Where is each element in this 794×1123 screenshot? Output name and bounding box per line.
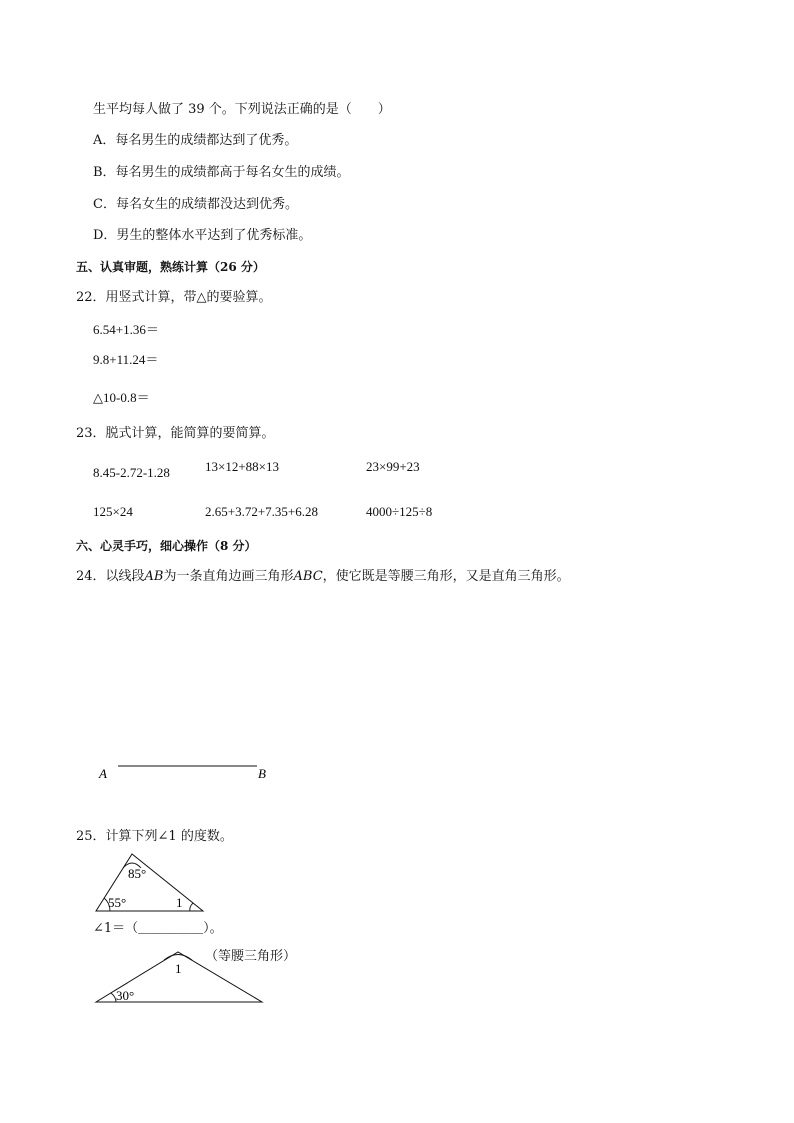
q23-item-3: 23×99+23 bbox=[366, 459, 420, 474]
q21-option-d: D．男生的整体水平达到了优秀标准。 bbox=[93, 228, 312, 243]
q22-item-1: 6.54+1.36＝ bbox=[93, 322, 159, 337]
triangle-2-note: （等腰三角形） bbox=[205, 949, 297, 964]
q23-title: 23．脱式计算，能简算的要简算。 bbox=[76, 426, 275, 441]
q23-item-4: 125×24 bbox=[93, 504, 133, 519]
triangle-1-angle-1-label: 1 bbox=[176, 895, 183, 910]
q23-item-5: 2.65+3.72+7.35+6.28 bbox=[205, 504, 318, 519]
q22-title: 22．用竖式计算，带△的要验算。 bbox=[76, 290, 272, 305]
point-b-label: B bbox=[258, 766, 266, 781]
q25-answer-line: ∠1＝（＿＿＿＿＿）。 bbox=[93, 921, 223, 936]
triangle-2-angle-1-label: 1 bbox=[175, 961, 182, 976]
segment-ab-figure bbox=[90, 755, 290, 785]
q22-item-2: 9.8+11.24＝ bbox=[93, 352, 159, 367]
q23-item-2: 13×12+88×13 bbox=[205, 459, 279, 474]
q25-title: 25．计算下列∠1 的度数。 bbox=[76, 829, 233, 844]
q21-option-a: A．每名男生的成绩都达到了优秀。 bbox=[93, 133, 298, 148]
section6-title: 六、心灵手巧，细心操作（8 分） bbox=[76, 539, 257, 553]
q23-item-6: 4000÷125÷8 bbox=[366, 504, 433, 519]
triangle-1-left-angle: 55° bbox=[108, 895, 127, 910]
q24-title: 24．以线段AB为一条直角边画三角形ABC，使它既是等腰三角形，又是直角三角形。 bbox=[76, 569, 570, 584]
q21-stem-tail: 生平均每人做了 39 个。下列说法正确的是（ ） bbox=[93, 102, 391, 117]
q22-item-3: △10-0.8＝ bbox=[93, 390, 150, 405]
triangle-2-left-angle: 30° bbox=[116, 988, 135, 1003]
triangle-1-figure bbox=[90, 848, 215, 916]
point-a-label: A bbox=[99, 766, 107, 781]
q21-option-b: B．每名男生的成绩都高于每名女生的成绩。 bbox=[93, 165, 350, 180]
triangle-1-right-arc bbox=[190, 903, 193, 911]
q23-item-1: 8.45-2.72-1.28 bbox=[93, 465, 170, 480]
triangle-2-top-arc bbox=[164, 955, 192, 961]
triangle-1-top-angle: 85° bbox=[128, 866, 147, 881]
section5-title: 五、认真审题，熟练计算（26 分） bbox=[76, 260, 265, 274]
q21-option-c: C．每名女生的成绩都没达到优秀。 bbox=[93, 197, 298, 212]
